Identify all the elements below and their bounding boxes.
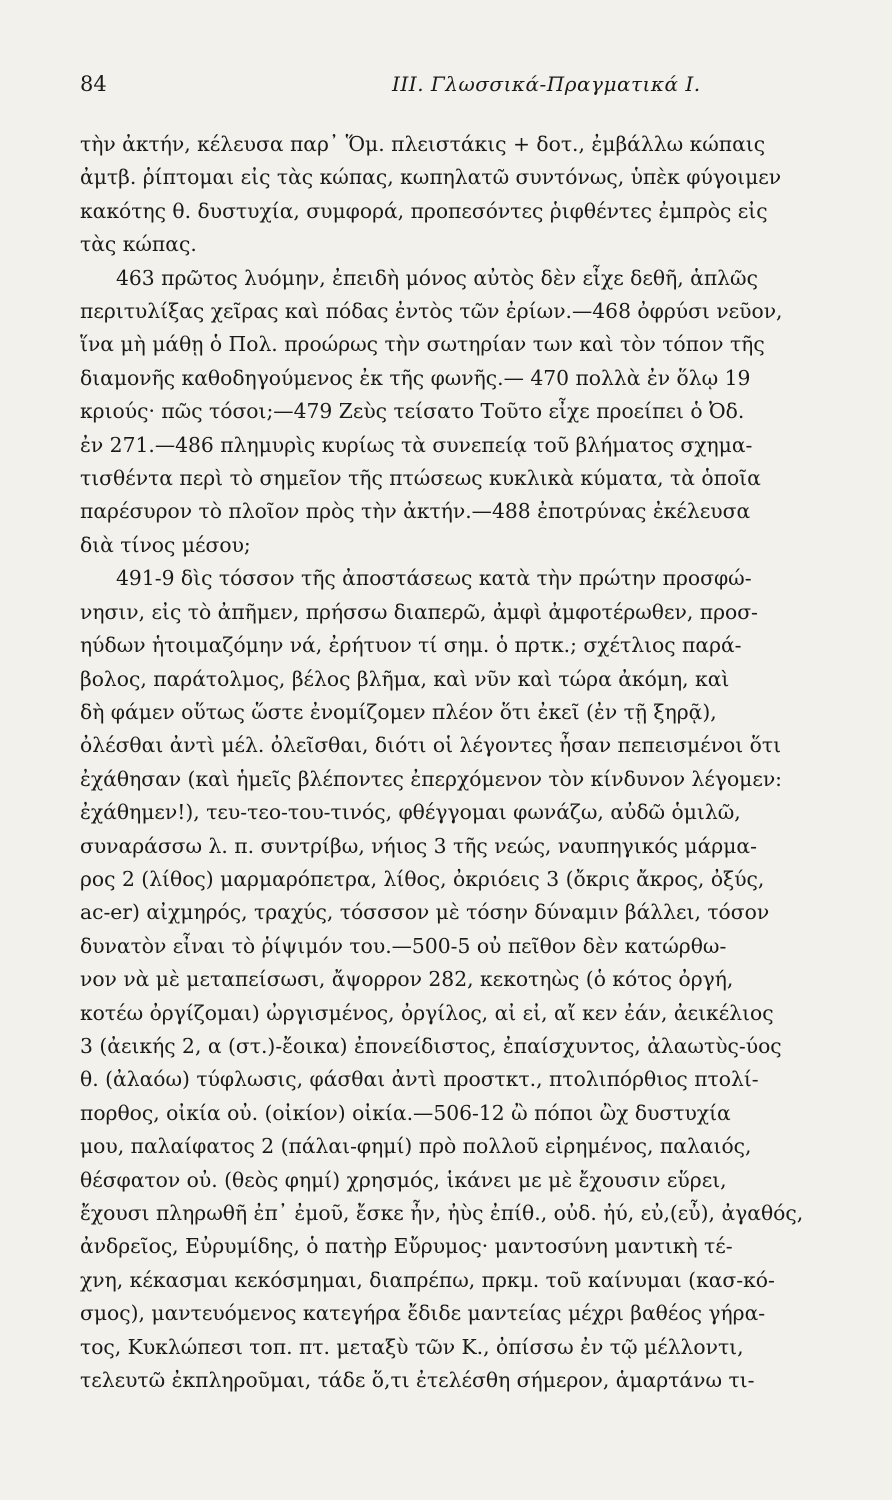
text-line: τὰς κώπας.	[80, 232, 197, 257]
commentary-paragraph	[80, 562, 840, 1397]
text-line: σμος), μαντευόμενος κατεγήρα ἔδιδε μαντείας μέχρι βαθέος γήρα-	[80, 1301, 766, 1326]
text-line: ἔχουσι πληρωθῆ ἐπ᾽ ἐμοῦ, ἔσκε ἦν, ἠὺς ἐπίθ., οὐδ. ἠύ, εὐ,(εὖ), ἀγαθός,	[80, 1201, 804, 1225]
text-line: 3 (ἀεικής 2, α (στ.)-ἔοικα) ἐπονείδιστος, ἐπαίσχυντος, ἀλαωτὺς-ύος	[80, 1033, 782, 1058]
text-line: ηύδων ἡτοιμαζόμην νά, ἐρήτυον τί σημ. ὁ πρτκ.; σχέτλιος παρά-	[80, 633, 742, 658]
text-line: ac-er) αἰχμηρός, τραχύς, τόσσσον μὲ τόσην δύναμιν βάλλει, τόσον	[80, 900, 770, 925]
text-line: ρος 2 (λίθος) μαρμαρόπετρα, λίθος, ὀκριόεις 3 (ὄκρις ἄκρος, ὀξύς,	[80, 866, 765, 891]
commentary-body	[80, 128, 840, 1397]
text-line: νησιν, εἰς τὸ ἀπῆμεν, πρήσσω διαπερῶ, ἀμφὶ ἀμφοτέρωθεν, προσ-	[80, 599, 758, 624]
text-line: βολος, παράτολμος, βέλος βλῆμα, καὶ νῦν καὶ τώρα ἀκόμη, καὶ	[80, 666, 730, 691]
commentary-paragraph	[80, 262, 840, 563]
page-number: 84	[80, 72, 107, 96]
text-line: συναράσσω λ. π. συντρίβω, νήιος 3 τῆς νεώς, ναυπηγικός μάρμα-	[80, 833, 757, 858]
text-line: χνη, κέκασμαι κεκόσμημαι, διαπρέπω, πρκμ. τοῦ καίνυμαι (κασ-κό-	[80, 1267, 775, 1292]
commentary-paragraph	[80, 128, 840, 262]
text-line: τισθέντα περὶ τὸ σημεῖον τῆς πτώσεως κυκλικὰ κύματα, τὰ ὁποῖα	[80, 466, 761, 491]
text-line: διαμονῆς καθοδηγούμενος ἐκ τῆς φωνῆς.— 470 πολλὰ ἐν ὅλῳ 19	[80, 365, 751, 390]
text-line: ἐν 271.—486 πλημυρὶς κυρίως τὰ συνεπείᾳ τοῦ βλήματος σχημα-	[80, 432, 753, 457]
text-line: περιτυλίξας χεῖρας καὶ πόδας ἐντὸς τῶν ἐρίων.—468 ὀφρύσι νεῦον,	[80, 299, 783, 324]
text-line: μου, παλαίφατος 2 (πάλαι-φημί) πρὸ πολλοῦ εἰρημένος, παλαιός,	[80, 1134, 752, 1159]
text-line: διὰ τίνος μέσου;	[80, 532, 251, 557]
text-line: κοτέω ὀργίζομαι) ὠργισμένος, ὀργίλος, αἰ εἰ, αἴ κεν ἐάν, ἀεικέλιος	[80, 1000, 774, 1025]
text-line: ἐχάθησαν (καὶ ἡμεῖς βλέποντες ἐπερχόμενον τὸν κίνδυνον λέγομεν:	[80, 766, 783, 791]
text-line: 491-9 δὶς τόσσον τῆς ἀποστάσεως κατὰ τὴν πρώτην προσφώ-	[116, 566, 752, 591]
text-line: ἀμτβ. ῥίπτομαι εἰς τὰς κώπας, κωπηλατῶ συντόνως, ὑπὲκ φύγοιμεν	[80, 165, 782, 190]
text-line: θέσφατον οὐ. (θεὸς φημί) χρησμός, ἱκάνει με μὲ ἔχουσιν εὕρει,	[80, 1167, 727, 1192]
text-line: τὴν ἀκτήν, κέλευσα παρ᾽ Ὅμ. πλειστάκις + δοτ., ἐμβάλλω κώπαις	[80, 132, 766, 156]
text-line: δυνατὸν εἶναι τὸ ῥίψιμόν του.—500-5 οὐ πεῖθον δὲν κατώρθω-	[80, 933, 727, 958]
text-line: πορθος, οἰκία οὐ. (οἰκίον) οἰκία.—506-12 ὢ πόποι ὢχ δυστυχία	[80, 1100, 731, 1125]
running-head: III. Γλωσσικά-Πραγματικά Ι.	[392, 72, 701, 96]
text-line: τος, Κυκλώπεσι τοπ. πτ. μεταξὺ τῶν Κ., ὀπίσσω ἐν τῷ μέλλοντι,	[80, 1334, 744, 1359]
text-line: κριούς· πῶς τόσοι;—479 Ζεὺς τείσατο Τοῦτο εἶχε προείπει ὁ Ὀδ.	[80, 399, 745, 424]
text-line: ἐχάθημεν!), τευ-τεο-του-τινός, φθέγγομαι φωνάζω, αὐδῶ ὁμιλῶ,	[80, 800, 741, 825]
text-line: ἀνδρεῖος, Εὐρυμίδης, ὁ πατὴρ Εὔρυμος· μαντοσύνη μαντικὴ τέ-	[80, 1234, 733, 1259]
text-line: νον νὰ μὲ μεταπείσωσι, ἄψορρον 282, κεκοτηὼς (ὁ κότος ὀργή,	[80, 967, 734, 992]
text-line: τελευτῶ ἐκπληροῦμαι, τάδε ὅ,τι ἐτελέσθη σήμερον, ἁμαρτάνω τι-	[80, 1368, 755, 1393]
text-line: κακότης θ. δυστυχία, συμφορά, προπεσόντες ῥιφθέντες ἐμπρὸς εἰς	[80, 198, 768, 223]
text-line: 463 πρῶτος λυόμην, ἐπειδὴ μόνος αὐτὸς δὲν εἶχε δεθῆ, ἁπλῶς	[116, 265, 758, 290]
text-line: ἵνα μὴ μάθῃ ὁ Πολ. προώρως τὴν σωτηρίαν των καὶ τὸν τόπον τῆς	[80, 332, 765, 357]
text-line: δὴ φάμεν οὕτως ὥστε ἐνομίζομεν πλέον ὅτι ἐκεῖ (ἐν τῇ ξηρᾷ),	[80, 699, 717, 724]
text-line: ὀλέσθαι ἀντὶ μέλ. ὀλεῖσθαι, διότι οἱ λέγοντες ἦσαν πεπεισμένοι ὅτι	[80, 733, 782, 758]
page-header	[80, 72, 840, 102]
text-line: θ. (ἀλαόω) τύφλωσις, φάσθαι ἀντὶ προστκτ., πτολιπόρθιος πτολί-	[80, 1067, 759, 1092]
text-line: παρέσυρον τὸ πλοῖον πρὸς τὴν ἀκτήν.—488 ἐποτρύνας ἐκέλευσα	[80, 499, 751, 524]
